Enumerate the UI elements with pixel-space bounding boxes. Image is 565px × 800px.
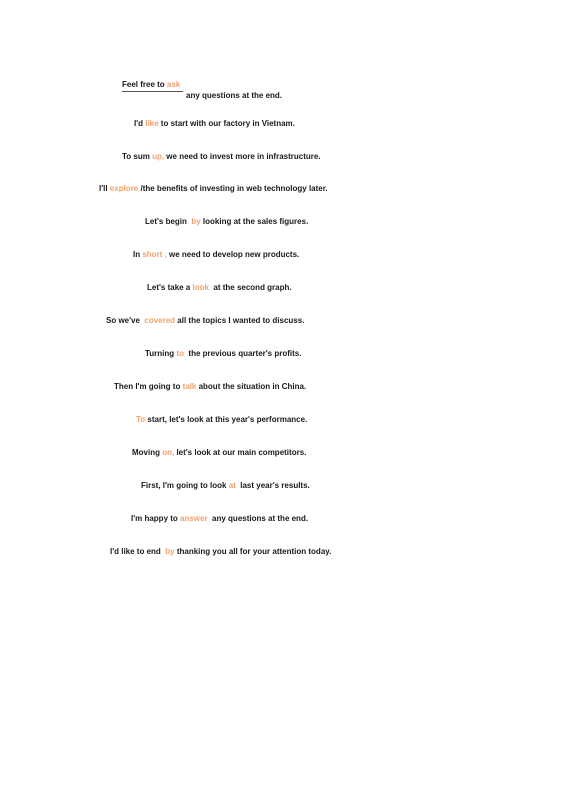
sentence-7-answer: look <box>192 283 209 292</box>
sentence-9-text-b: the previous quarter's profits. <box>183 349 302 358</box>
sentence-4 <box>99 184 328 194</box>
sentence-4-text-a: I'll <box>99 184 110 193</box>
sentence-5-answer: by <box>191 217 201 226</box>
sentence-11-answer: To <box>136 415 146 424</box>
sentence-1-answer: ask <box>166 80 181 89</box>
sentence-14-text-a: I'm happy to <box>131 514 181 523</box>
sentence-8 <box>106 316 304 326</box>
sentence-14-answer: answer <box>180 514 208 523</box>
sentence-5 <box>145 217 308 227</box>
sentence-1-text-b: any questions at the end. <box>186 91 283 100</box>
sentence-12 <box>132 448 306 458</box>
sentence-3-text-a: To sum <box>122 152 153 161</box>
sentence-15-answer: by <box>165 547 175 556</box>
sentence-4-text-b: /the benefits of investing in web technology later. <box>138 184 328 193</box>
sentence-8-text-a: So we've <box>106 316 145 325</box>
sentence-15-text-b: thanking you all for your attention today. <box>174 547 332 556</box>
sentence-3 <box>122 152 321 162</box>
sentence-13 <box>141 481 310 491</box>
sentence-12-text-a: Moving <box>132 448 163 457</box>
sentence-12-text-b: let's look at our main competitors. <box>174 448 307 457</box>
sentence-10-answer: talk <box>182 382 197 391</box>
sentence-6 <box>133 250 299 260</box>
sentence-15-text-a: I'd like to end <box>110 547 166 556</box>
sentence-1-text-a: Feel free to <box>122 80 167 89</box>
sentence-3-text-b: we need to invest more in infrastructure. <box>164 152 321 161</box>
sentence-7 <box>147 283 292 293</box>
sentence-8-answer: covered <box>144 316 176 325</box>
sentence-15 <box>110 547 331 557</box>
sentence-5-text-b: looking at the sales figures. <box>200 217 309 226</box>
sentence-9-answer: to <box>176 349 184 358</box>
sentence-11-text-b: start, let's look at this year's performance. <box>145 415 308 424</box>
sentence-7-text-b: at the second graph. <box>208 283 292 292</box>
sentence-2-text-a: I'd <box>134 119 146 128</box>
sentence-10 <box>114 382 306 392</box>
sentence-6-text-a: In <box>133 250 143 259</box>
sentence-4-answer: explore <box>109 184 139 193</box>
sentence-9 <box>145 349 301 359</box>
answer-blank-line <box>122 91 183 92</box>
sentence-6-text-b: we need to develop new products. <box>166 250 300 259</box>
sentence-3-answer: up, <box>152 152 165 161</box>
sentence-2-text-b: to start with our factory in Vietnam. <box>158 119 295 128</box>
sentence-10-text-a: Then I'm going to <box>114 382 183 391</box>
sentence-2-answer: like <box>145 119 159 128</box>
sentence-6-answer: short , <box>142 250 167 259</box>
sentence-12-answer: on, <box>162 448 175 457</box>
sentence-1 <box>122 80 312 104</box>
sentence-1-line <box>122 80 180 90</box>
sentence-8-text-b: all the topics I wanted to discuss. <box>175 316 305 325</box>
sentence-14 <box>131 514 308 524</box>
sentence-7-text-a: Let's take a <box>147 283 193 292</box>
sentence-13-text-a: First, I'm going to look <box>141 481 229 490</box>
sentence-11 <box>136 415 307 425</box>
sentence-5-text-a: Let's begin <box>145 217 192 226</box>
sentence-9-text-a: Turning <box>145 349 177 358</box>
sentence-2 <box>134 119 295 129</box>
sentence-14-text-b: any questions at the end. <box>207 514 309 523</box>
sentence-10-text-b: about the situation in China. <box>196 382 307 391</box>
sentence-13-answer: at <box>228 481 236 490</box>
sentence-13-text-b: last year's results. <box>235 481 310 490</box>
